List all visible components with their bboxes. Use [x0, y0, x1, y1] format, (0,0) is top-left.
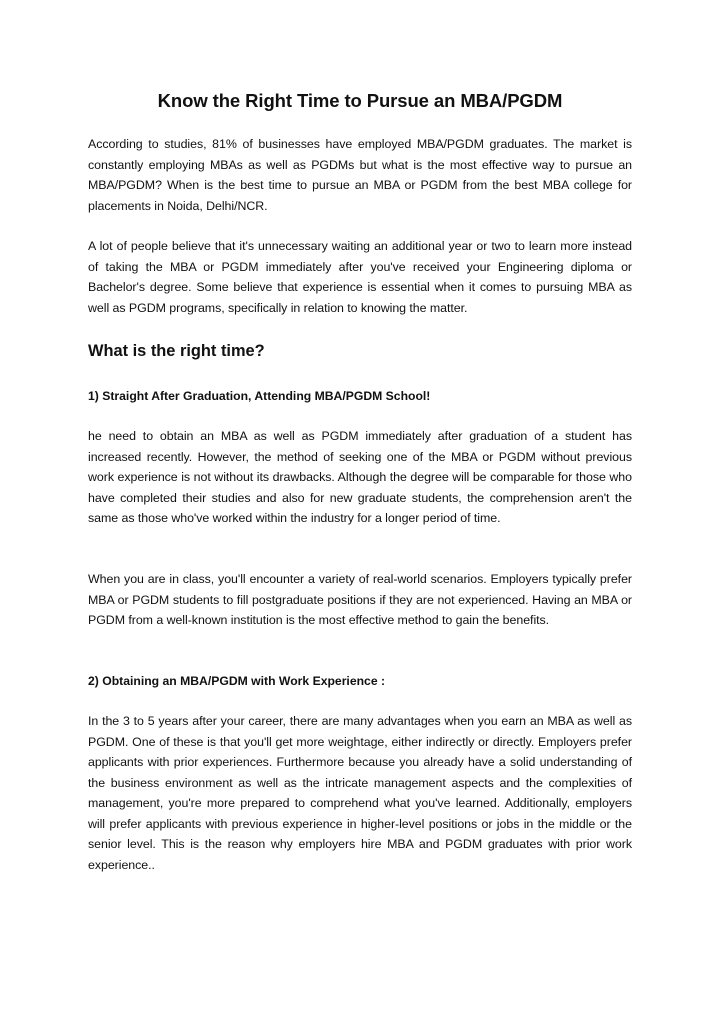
document-title: Know the Right Time to Pursue an MBA/PGDM: [157, 90, 563, 111]
subsection-heading-1: 1) Straight After Graduation, Attending MBA/PGDM School!: [88, 389, 431, 403]
subsection-heading-2: 2) Obtaining an MBA/PGDM with Work Experience :: [88, 674, 386, 688]
intro-paragraph-1: According to studies, 81% of businesses have employed MBA/PGDM graduates. The market is constantly employing MBAs as well as PGDMs but what is the most effective way to pursue an MBA/PGDM? When is the best time to pursue an MBA or PGDM from the best MBA college for placements in Noida, Delhi/NCR.: [88, 137, 632, 213]
subsection-1-paragraph-1: he need to obtain an MBA as well as PGDM immediately after graduation of a student has increased recently. However, the method of seeking one of the MBA or PGDM without previous work experience is not without its drawbacks. Although the degree will be comparable for those who have completed their studies and also for new graduate students, the comprehension aren't the same as those who've worked within the industry for a longer period of time.: [88, 429, 632, 525]
section-heading-right-time: What is the right time?: [88, 342, 265, 360]
intro-paragraph-2: A lot of people believe that it's unnecessary waiting an additional year or two to learn more instead of taking the MBA or PGDM immediately after you've received your Engineering diploma or Bachelor's degree. Some believe that experience is essential when it comes to pursuing MBA as well as PGDM programs, specifically in relation to knowing the matter.: [88, 239, 632, 315]
subsection-2-paragraph-1: In the 3 to 5 years after your career, there are many advantages when you earn an MBA as well as PGDM. One of these is that you'll get more weightage, either indirectly or directly. Employers prefer applicants with prior experiences. Furthermore because you already have a solid understanding of the business environment as well as the intricate management aspects and the complexities of management, you're more prepared to comprehend what you've learned. Additionally, employers will prefer applicants with previous experience in higher-level positions or jobs in the middle or the senior level. This is the reason why employers hire MBA and PGDM graduates with prior work experience..: [88, 714, 632, 872]
subsection-1-paragraph-2: When you are in class, you'll encounter a variety of real-world scenarios. Employers typically prefer MBA or PGDM students to fill postgraduate positions if they are not experienced. Having an MBA or PGDM from a well-known institution is the most effective method to gain the benefits.: [88, 572, 632, 627]
